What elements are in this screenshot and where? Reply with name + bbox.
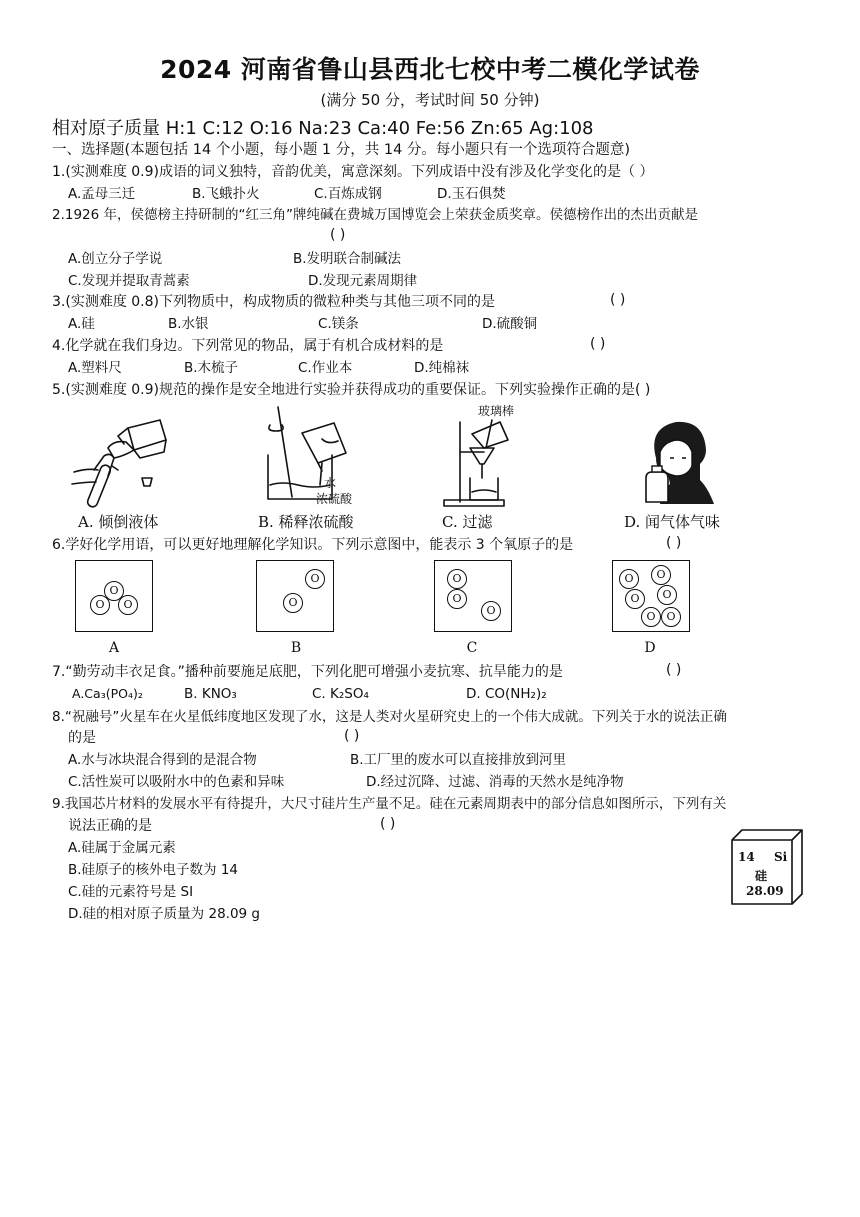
smelling-gas-illustration [642,418,714,504]
oxygen-atom: O [447,569,467,589]
q3-option-c: C.镁条 [318,316,359,332]
water-label: 水 [324,476,337,490]
diagram-d-label: D [644,640,656,656]
q5-stem: 5.(实测难度 0.9)规范的操作是安全地进行实验并获得成功的重要保证。下列实验操作正确的是( ) [52,382,651,398]
q2-option-b: B.发明联合制碱法 [293,251,402,267]
element-atomic-mass: 28.09 [746,884,784,898]
q8-stem: 8.“祝融号”火星车在火星低纬度地区发现了水，这是人类对火星研究史上的一个伟大成就。下列关于水的说法正确 [52,709,727,725]
oxygen-atom: O [104,581,124,601]
q8-option-b: B.工厂里的废水可以直接排放到河里 [350,752,567,768]
q1-stem: 1.(实测难度 0.9)成语的词义独特，音韵优美，寓意深刻。下列成语中没有涉及化学变化的是（ ） [52,164,654,180]
q4-option-d: D.纯棉袜 [414,360,470,376]
oxygen-atom: O [641,607,661,627]
element-atomic-number: 14 [738,850,755,864]
q9-option-b: B.硅原子的核外电子数为 14 [68,862,239,878]
q3-answer-paren: ( ) [610,292,626,308]
q1-option-d: D.玉石俱焚 [437,186,506,202]
filtration-illustration [440,418,520,508]
diagram-c-box [434,560,512,632]
q9-stem-continued: 说法正确的是 [68,818,152,834]
q7-option-c: C. K₂SO₄ [312,686,369,702]
acid-label: 浓硫酸 [316,492,353,506]
q3-option-d: D.硫酸铜 [482,316,538,332]
q4-stem: 4.化学就在我们身边。下列常见的物品，属于有机合成材料的是 [52,338,444,354]
q8-answer-paren: ( ) [344,728,360,744]
oxygen-atom: O [90,595,110,615]
oxygen-atom: O [447,589,467,609]
q8-option-d: D.经过沉降、过滤、消毒的天然水是纯净物 [366,774,624,790]
oxygen-atom: O [619,569,639,589]
exam-subtitle: (满分 50 分，考试时间 50 分钟) [320,91,540,109]
q3-option-b: B.水银 [168,316,209,332]
q8-option-c: C.活性炭可以吸附水中的色素和异味 [68,774,285,790]
q9-answer-paren: ( ) [380,816,396,832]
q9-option-a: A.硅属于金属元素 [68,840,176,856]
glass-rod-label: 玻璃棒 [478,404,515,418]
diagram-a-box [75,560,153,632]
q6-stem: 6.学好化学用语，可以更好地理解化学知识。下列示意图中，能表示 3 个氧原子的是 [52,537,574,553]
oxygen-atom: O [118,595,138,615]
oxygen-atom: O [651,565,671,585]
q3-option-a: A.硅 [68,316,95,332]
q1-option-b: B.飞蛾扑火 [192,186,260,202]
q2-option-d: D.发现元素周期律 [308,273,418,289]
q9-option-c: C.硅的元素符号是 SI [68,884,194,900]
diagram-a-label: A [108,640,120,656]
q5-option-d: D. 闻气体气味 [624,513,721,531]
q7-stem: 7.“勤劳动丰衣足食。”播种前要施足底肥，下列化肥可增强小麦抗寒、抗旱能力的是 [52,664,563,680]
diagram-b-label: B [290,640,302,656]
element-name: 硅 [755,869,768,883]
oxygen-atom: O [283,593,303,613]
q8-stem-continued: 的是 [68,730,96,746]
q5-option-a: A. 倾倒液体 [78,513,159,531]
pouring-liquid-illustration [68,418,178,510]
q1-option-a: A.孟母三迁 [68,186,136,202]
q3-stem: 3.(实测难度 0.8)下列物质中，构成物质的微粒种类与其他三项不同的是 [52,294,495,310]
q8-option-a: A.水与冰块混合得到的是混合物 [68,752,257,768]
diagram-b-box [256,560,334,632]
oxygen-atom: O [481,601,501,621]
diagram-d-box [612,560,690,632]
q1-option-c: C.百炼成钢 [314,186,382,202]
q7-option-a: A.Ca₃(PO₄)₂ [72,686,143,701]
q4-option-b: B.木梳子 [184,360,239,376]
section-heading: 一、选择题(本题包括 14 个小题，每小题 1 分，共 14 分。每小题只有一个选项符合题意) [52,142,631,158]
q7-option-d: D. CO(NH₂)₂ [466,686,547,702]
q2-stem: 2.1926 年，侯德榜主持研制的“红三角”牌纯碱在费城万国博览会上荣获金质奖章。侯德榜作出的杰出贡献是 [52,207,699,223]
oxygen-atom: O [305,569,325,589]
oxygen-atom: O [661,607,681,627]
q2-option-c: C.发现并提取青蒿素 [68,273,190,289]
q7-option-b: B. KNO₃ [184,686,237,702]
q6-answer-paren: ( ) [666,535,682,551]
q4-option-c: C.作业本 [298,360,353,376]
q5-option-b: B. 稀释浓硫酸 [258,513,354,531]
q9-stem: 9.我国芯片材料的发展水平有待提升，大尺寸硅片生产量不足。硅在元素周期表中的部分信息如图所示，下列有关 [52,796,727,812]
atomic-masses: 相对原子质量 H:1 C:12 O:16 Na:23 Ca:40 Fe:56 Zn:65 Ag:108 [52,118,594,139]
q7-answer-paren: ( ) [666,662,682,678]
q4-answer-paren: ( ) [590,336,606,352]
exam-title: 2024 河南省鲁山县西北七校中考二模化学试卷 [160,55,700,84]
q4-option-a: A.塑料尺 [68,360,122,376]
q9-option-d: D.硅的相对原子质量为 28.09 g [68,906,260,922]
q2-answer-paren: ( ) [330,227,346,243]
oxygen-atom: O [657,585,677,605]
element-symbol: Si [774,850,788,864]
q5-option-c: C. 过滤 [442,513,493,531]
oxygen-atom: O [625,589,645,609]
diagram-c-label: C [466,640,478,656]
q2-option-a: A.创立分子学说 [68,251,163,267]
